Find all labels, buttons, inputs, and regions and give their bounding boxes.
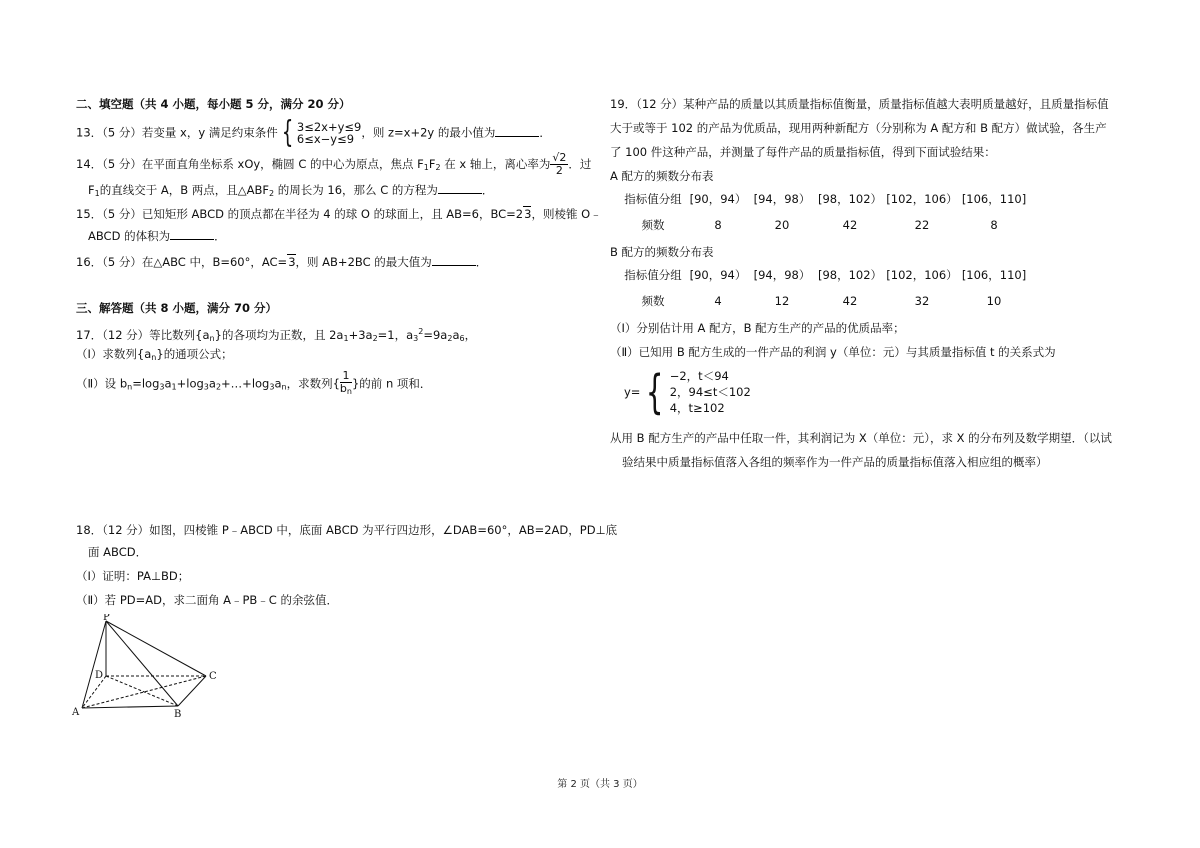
vertex-label-a: A	[72, 707, 80, 718]
table-row: 频数 8 20 42 22 8	[641, 218, 998, 232]
constraint-system: 3≤2x+y≤9 6≤x−y≤9	[296, 120, 362, 146]
question-16: 16．（5 分）在△ABC 中，B=60°，AC=3，则 AB+2BC 的最大值为 ．	[76, 255, 488, 269]
question-18-line2: 面 ABCD．	[88, 545, 148, 559]
table-row: 指标值分组 [90，94） [94，98） [98，102） [102，106） [106，110]	[624, 192, 1027, 206]
answer-blank	[495, 125, 539, 137]
question-19: 19．（12 分）某种产品的质量以其质量指标值衡量，质量指标值越大表明质量越好，且质量指标值	[610, 97, 1109, 111]
piecewise-function: y= { −2，t＜94 2，94≤t＜102 4，t≥102	[624, 365, 751, 419]
question-19-line3: 了 100 件这种产品，并测量了每件产品的质量指标值，得到下面试验结果：	[610, 145, 996, 159]
vertex-label-b: B	[174, 709, 182, 718]
section-3-title: 三、解答题（共 8 小题，满分 70 分）	[76, 301, 278, 315]
pyramid-figure	[70, 614, 230, 718]
section-2-title: 二、填空题（共 4 小题，每小题 5 分，满分 20 分）	[76, 97, 351, 111]
question-19-part1: （Ⅰ）分别估计用 A 配方，B 配方生产的产品的优质品率；	[610, 321, 905, 335]
question-19-line-end1: 从用 B 配方生产的产品中任取一件，其利润记为 X（单位：元），求 X 的分布列及数学期望．（以试	[610, 431, 1112, 445]
brace: {	[646, 365, 664, 419]
vertex-label-d: D	[95, 670, 104, 681]
question-19-part2: （Ⅱ）已知用 B 配方生成的一件产品的利润 y（单位：元）与其质量指标值 t 的关系式为	[610, 345, 1056, 359]
question-18-part2: （Ⅱ）若 PD=AD，求二面角 A﹣PB﹣C 的余弦值．	[76, 593, 338, 607]
page-footer: 第 2 页（共 3 页）	[557, 779, 643, 790]
table-row: 频数 4 12 42 32 10	[641, 294, 1002, 308]
question-19-line2: 大于或等于 102 的产品为优质品，现用两种新配方（分别称为 A 配方和 B 配方）做试验，各生产	[610, 121, 1107, 135]
table-b-title: B 配方的频数分布表	[610, 245, 714, 259]
question-15: 15．（5 分）已知矩形 ABCD 的顶点都在半径为 4 的球 O 的球面上，且 AB=6，BC=23，则棱锥 O﹣	[76, 207, 602, 221]
answer-blank	[438, 182, 482, 194]
table-b	[620, 262, 1030, 314]
answer-blank	[170, 228, 214, 240]
answer-blank	[432, 254, 476, 266]
question-17-part1: （Ⅰ）求数列$\{a_n\}$的通项公式；	[76, 347, 233, 362]
question-18-part1: （Ⅰ）证明：PA⊥BD；	[76, 569, 190, 583]
table-a-title: A 配方的频数分布表	[610, 169, 714, 183]
question-14: 14．（5 分）在平面直角坐标系 xOy，椭圆 C 的中心为原点，焦点 $F_1F_2$ 在 x 轴上，离心率为 $\frac{√2}{2}$ ．过	[76, 151, 592, 177]
question-13: 13．（5 分）若变量 x，y 满足约束条件 { 3≤2x+y≤9 6≤x−y≤9 ，则 z=x+2y 的最小值为 ．	[76, 115, 551, 150]
question-18: 18．（12 分）如图，四棱锥 P﹣ABCD 中，底面 ABCD 为平行四边形，∠DAB=60°，AB=2AD，PD⊥底	[76, 523, 618, 537]
question-19-line-end2: 验结果中质量指标值落入各组的频率作为一件产品的质量指标值落入相应组的概率）	[622, 455, 1048, 469]
reciprocal-fraction: $\frac{1}{b_n}$	[339, 369, 352, 396]
table-a	[620, 186, 1030, 238]
eccentricity-fraction: $\frac{√2}{2}$	[552, 151, 567, 177]
vertex-label-p: P	[103, 614, 110, 623]
vertex-label-c: C	[209, 671, 217, 682]
brace: {	[281, 115, 294, 150]
question-15-line2: ABCD 的体积为 ．	[88, 229, 226, 243]
question-17: 17．（12 分）等比数列$\{a_n\}$的各项均为正数，且 $2a_1+3a_2=1$，$a_3^2=9a_2a_6$，	[76, 327, 477, 343]
question-14-line2: $F_1$的直线交于 A，B 两点，且$\triangle ABF_2$ 的周长为 16，那么 C 的方程为 ．	[88, 183, 494, 198]
table-row: 指标值分组 [90，94） [94，98） [98，102） [102，106） [106，110]	[624, 268, 1027, 282]
question-17-part2: （Ⅱ）设 $b_n=\log_3a_1+\log_3a_2+\dots+\log_3a_n$，求数列{ $\frac{1}{b_n}$ }的前 n 项和．	[76, 369, 432, 396]
